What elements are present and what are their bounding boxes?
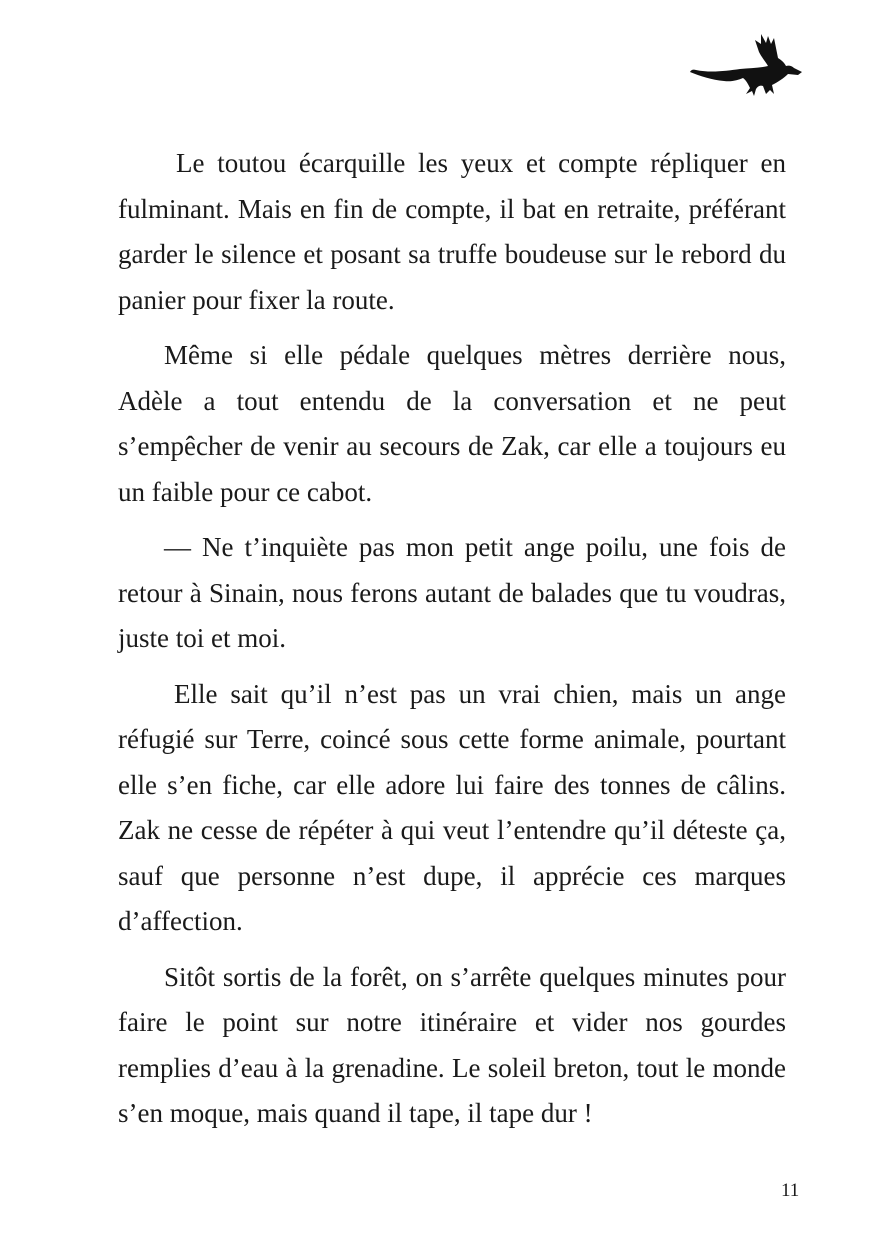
- paragraph: Même si elle pédale quelques mètres derrière nous, Adèle a tout entendu de la conversation et ne peut s’empêcher de venir au secours de Zak, car elle a toujours eu un faible pour ce cabot.: [118, 340, 786, 507]
- dragon-silhouette-icon: [688, 28, 804, 100]
- body-text: [118, 141, 786, 1147]
- paragraph: Elle sait qu’il n’est pas un vrai chien, mais un ange réfugié sur Terre, coincé sous cette forme animale, pourtant elle s’en fiche, car elle adore lui faire des tonnes de câlins. Zak ne cesse de répéter à qui veut l’entendre qu’il déteste ça, sauf que personne n’est dupe, il apprécie ces marques d’affection.: [118, 678, 786, 936]
- paragraph: Sitôt sortis de la forêt, on s’arrête quelques minutes pour faire le point sur notre itinéraire et vider nos gourdes remplies d’eau à la grenadine. Le soleil breton, tout le monde s’en moque, mais quand il tape, il tape dur !: [118, 961, 786, 1128]
- paragraph: Le toutou écarquille les yeux et compte répliquer en fulminant. Mais en fin de compte, il bat en retraite, préférant garder le silence et posant sa truffe boudeuse sur le rebord du panier pour fixer la route.: [118, 148, 786, 315]
- dialogue-paragraph: — Ne t’inquiète pas mon petit ange poilu, une fois de retour à Sinain, nous ferons autant de balades que tu voudras, juste toi et moi.: [118, 532, 786, 653]
- page-number: 11: [781, 1180, 800, 1201]
